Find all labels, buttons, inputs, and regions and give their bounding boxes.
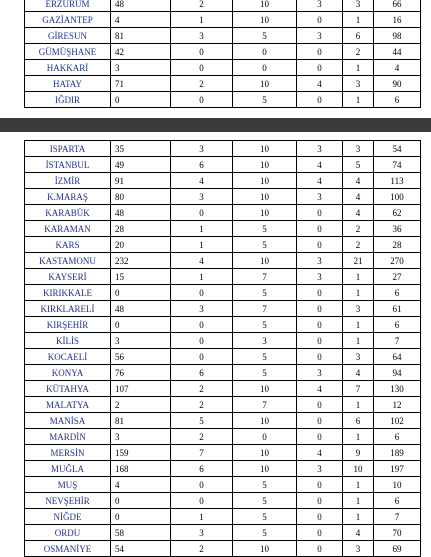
province-name-cell: MUŞ	[25, 477, 111, 493]
value-cell: 0	[297, 413, 343, 429]
province-name-cell: KIRKLARELİ	[25, 301, 111, 317]
value-cell: 2	[171, 541, 233, 557]
value-cell: 6	[171, 461, 233, 477]
value-cell: 5	[233, 237, 297, 253]
value-cell: 0	[297, 333, 343, 349]
value-cell: 1	[171, 269, 233, 285]
value-cell: 1	[343, 477, 374, 493]
value-cell: 107	[111, 381, 171, 397]
value-cell: 1	[171, 237, 233, 253]
value-cell: 94	[374, 365, 421, 381]
value-cell: 5	[233, 221, 297, 237]
value-cell: 98	[374, 28, 421, 44]
value-cell: 7	[233, 269, 297, 285]
value-cell: 2	[343, 44, 374, 60]
value-cell: 16	[374, 12, 421, 28]
table-row	[25, 477, 421, 493]
value-cell: 6	[374, 317, 421, 333]
value-cell: 1	[343, 269, 374, 285]
province-name-cell: GAZİANTEP	[25, 12, 111, 28]
value-cell: 0	[297, 349, 343, 365]
value-cell: 6	[374, 429, 421, 445]
value-cell: 102	[374, 413, 421, 429]
table-row	[25, 317, 421, 333]
province-name-cell: KARS	[25, 237, 111, 253]
table-row	[25, 365, 421, 381]
table-row	[25, 429, 421, 445]
value-cell: 4	[111, 12, 171, 28]
value-cell: 232	[111, 253, 171, 269]
value-cell: 0	[297, 477, 343, 493]
province-name-cell: HAKKARİ	[25, 60, 111, 76]
province-name-cell: GÜMÜŞHANE	[25, 44, 111, 60]
province-name-cell: MALATYA	[25, 397, 111, 413]
page-separator	[0, 118, 431, 132]
table-row	[25, 413, 421, 429]
value-cell: 1	[343, 397, 374, 413]
value-cell: 5	[233, 509, 297, 525]
value-cell: 21	[343, 253, 374, 269]
value-cell: 91	[111, 173, 171, 189]
value-cell: 2	[171, 0, 233, 12]
province-name-cell: ISPARTA	[25, 141, 111, 157]
table-row	[25, 333, 421, 349]
province-name-cell: MERSİN	[25, 445, 111, 461]
value-cell: 3	[343, 349, 374, 365]
value-cell: 6	[343, 28, 374, 44]
value-cell: 5	[233, 349, 297, 365]
value-cell: 100	[374, 189, 421, 205]
table-row	[25, 237, 421, 253]
value-cell: 10	[233, 12, 297, 28]
value-cell: 3	[171, 525, 233, 541]
value-cell: 69	[374, 541, 421, 557]
value-cell: 81	[111, 28, 171, 44]
value-cell: 3	[297, 28, 343, 44]
value-cell: 4	[374, 60, 421, 76]
value-cell: 4	[343, 525, 374, 541]
value-cell: 6	[374, 493, 421, 509]
table-row	[25, 28, 421, 44]
value-cell: 3	[297, 0, 343, 12]
value-cell: 54	[111, 541, 171, 557]
value-cell: 5	[233, 477, 297, 493]
value-cell: 4	[297, 445, 343, 461]
value-cell: 10	[374, 477, 421, 493]
value-cell: 3	[171, 141, 233, 157]
value-cell: 4	[297, 76, 343, 92]
value-cell: 0	[297, 301, 343, 317]
province-table-top	[24, 0, 421, 108]
province-name-cell: NİĞDE	[25, 509, 111, 525]
value-cell: 10	[233, 157, 297, 173]
value-cell: 6	[374, 285, 421, 301]
value-cell: 1	[171, 509, 233, 525]
table-row	[25, 92, 421, 108]
value-cell: 6	[343, 413, 374, 429]
value-cell: 3	[297, 461, 343, 477]
table-row	[25, 157, 421, 173]
province-name-cell: İSTANBUL	[25, 157, 111, 173]
table-row	[25, 301, 421, 317]
value-cell: 28	[374, 237, 421, 253]
value-cell: 10	[233, 76, 297, 92]
value-cell: 0	[233, 44, 297, 60]
value-cell: 62	[374, 205, 421, 221]
value-cell: 27	[374, 269, 421, 285]
value-cell: 10	[233, 189, 297, 205]
value-cell: 10	[233, 173, 297, 189]
value-cell: 7	[171, 445, 233, 461]
value-cell: 48	[111, 0, 171, 12]
value-cell: 0	[171, 205, 233, 221]
province-name-cell: ORDU	[25, 525, 111, 541]
value-cell: 0	[297, 12, 343, 28]
value-cell: 5	[233, 317, 297, 333]
province-name-cell: NEVŞEHİR	[25, 493, 111, 509]
value-cell: 0	[297, 429, 343, 445]
value-cell: 0	[297, 205, 343, 221]
value-cell: 3	[233, 333, 297, 349]
province-name-cell: KONYA	[25, 365, 111, 381]
value-cell: 0	[111, 317, 171, 333]
table-row	[25, 189, 421, 205]
value-cell: 1	[343, 12, 374, 28]
value-cell: 0	[297, 397, 343, 413]
province-name-cell: ERZURUM	[25, 0, 111, 12]
value-cell: 76	[111, 365, 171, 381]
value-cell: 3	[343, 0, 374, 12]
province-name-cell: IĞDIR	[25, 92, 111, 108]
value-cell: 0	[297, 525, 343, 541]
province-name-cell: K.MARAŞ	[25, 189, 111, 205]
province-name-cell: KASTAMONU	[25, 253, 111, 269]
value-cell: 3	[297, 189, 343, 205]
value-cell: 7	[343, 381, 374, 397]
province-name-cell: KOCAELİ	[25, 349, 111, 365]
value-cell: 4	[343, 189, 374, 205]
value-cell: 35	[111, 141, 171, 157]
value-cell: 0	[171, 477, 233, 493]
value-cell: 2	[111, 397, 171, 413]
value-cell: 0	[171, 317, 233, 333]
value-cell: 10	[233, 141, 297, 157]
province-name-cell: KARAMAN	[25, 221, 111, 237]
value-cell: 10	[233, 461, 297, 477]
value-cell: 0	[297, 44, 343, 60]
value-cell: 7	[233, 397, 297, 413]
province-name-cell: HATAY	[25, 76, 111, 92]
value-cell: 4	[297, 173, 343, 189]
value-cell: 3	[111, 429, 171, 445]
value-cell: 0	[297, 509, 343, 525]
table-row	[25, 253, 421, 269]
value-cell: 48	[111, 205, 171, 221]
table-row	[25, 461, 421, 477]
value-cell: 42	[111, 44, 171, 60]
value-cell: 5	[233, 285, 297, 301]
value-cell: 3	[343, 301, 374, 317]
value-cell: 0	[233, 429, 297, 445]
value-cell: 48	[111, 301, 171, 317]
province-name-cell: KARABÜK	[25, 205, 111, 221]
value-cell: 0	[171, 44, 233, 60]
value-cell: 1	[343, 429, 374, 445]
value-cell: 58	[111, 525, 171, 541]
value-cell: 90	[374, 76, 421, 92]
value-cell: 70	[374, 525, 421, 541]
value-cell: 0	[297, 541, 343, 557]
province-name-cell: KIRŞEHİR	[25, 317, 111, 333]
value-cell: 4	[171, 173, 233, 189]
value-cell: 159	[111, 445, 171, 461]
value-cell: 0	[111, 285, 171, 301]
province-name-cell: KÜTAHYA	[25, 381, 111, 397]
value-cell: 5	[233, 92, 297, 108]
value-cell: 3	[297, 141, 343, 157]
table-row	[25, 221, 421, 237]
value-cell: 113	[374, 173, 421, 189]
value-cell: 12	[374, 397, 421, 413]
value-cell: 0	[171, 349, 233, 365]
value-cell: 9	[343, 445, 374, 461]
value-cell: 5	[233, 28, 297, 44]
value-cell: 20	[111, 237, 171, 253]
value-cell: 10	[233, 205, 297, 221]
value-cell: 1	[343, 92, 374, 108]
value-cell: 2	[343, 237, 374, 253]
value-cell: 0	[297, 92, 343, 108]
value-cell: 4	[343, 365, 374, 381]
province-name-cell: İZMİR	[25, 173, 111, 189]
value-cell: 10	[233, 413, 297, 429]
value-cell: 10	[233, 381, 297, 397]
province-name-cell: OSMANİYE	[25, 541, 111, 557]
value-cell: 0	[297, 221, 343, 237]
value-cell: 5	[343, 157, 374, 173]
table-row	[25, 381, 421, 397]
table-row	[25, 173, 421, 189]
value-cell: 3	[111, 60, 171, 76]
value-cell: 2	[171, 381, 233, 397]
value-cell: 4	[111, 477, 171, 493]
value-cell: 4	[297, 157, 343, 173]
value-cell: 3	[297, 269, 343, 285]
table-row	[25, 541, 421, 557]
value-cell: 4	[343, 205, 374, 221]
value-cell: 3	[171, 28, 233, 44]
table-row	[25, 525, 421, 541]
value-cell: 2	[171, 429, 233, 445]
table-row	[25, 205, 421, 221]
value-cell: 71	[111, 76, 171, 92]
value-cell: 10	[233, 445, 297, 461]
table-row	[25, 60, 421, 76]
value-cell: 1	[171, 12, 233, 28]
value-cell: 3	[171, 189, 233, 205]
value-cell: 4	[343, 173, 374, 189]
value-cell: 49	[111, 157, 171, 173]
table-row	[25, 12, 421, 28]
table-row	[25, 141, 421, 157]
value-cell: 3	[343, 76, 374, 92]
value-cell: 0	[297, 493, 343, 509]
table-row	[25, 397, 421, 413]
value-cell: 0	[297, 237, 343, 253]
value-cell: 10	[233, 541, 297, 557]
value-cell: 6	[374, 92, 421, 108]
value-cell: 36	[374, 221, 421, 237]
value-cell: 3	[343, 141, 374, 157]
table-row	[25, 349, 421, 365]
value-cell: 6	[171, 157, 233, 173]
province-table-bottom	[24, 140, 421, 557]
value-cell: 28	[111, 221, 171, 237]
province-name-cell: MARDİN	[25, 429, 111, 445]
table-row	[25, 285, 421, 301]
value-cell: 189	[374, 445, 421, 461]
value-cell: 61	[374, 301, 421, 317]
value-cell: 81	[111, 413, 171, 429]
value-cell: 10	[233, 0, 297, 12]
value-cell: 270	[374, 253, 421, 269]
value-cell: 2	[171, 76, 233, 92]
value-cell: 1	[171, 221, 233, 237]
value-cell: 2	[343, 221, 374, 237]
province-name-cell: KIRIKKALE	[25, 285, 111, 301]
value-cell: 7	[374, 333, 421, 349]
value-cell: 0	[297, 285, 343, 301]
value-cell: 0	[111, 92, 171, 108]
value-cell: 130	[374, 381, 421, 397]
value-cell: 6	[171, 365, 233, 381]
value-cell: 0	[171, 493, 233, 509]
province-name-cell: GİRESUN	[25, 28, 111, 44]
value-cell: 0	[297, 60, 343, 76]
table-row	[25, 509, 421, 525]
value-cell: 0	[171, 333, 233, 349]
value-cell: 3	[111, 333, 171, 349]
table-row	[25, 44, 421, 60]
table-row	[25, 445, 421, 461]
value-cell: 0	[171, 285, 233, 301]
value-cell: 0	[111, 509, 171, 525]
value-cell: 80	[111, 189, 171, 205]
value-cell: 168	[111, 461, 171, 477]
province-name-cell: KAYSERİ	[25, 269, 111, 285]
province-name-cell: MUĞLA	[25, 461, 111, 477]
value-cell: 66	[374, 0, 421, 12]
table-row	[25, 76, 421, 92]
value-cell: 54	[374, 141, 421, 157]
value-cell: 5	[171, 413, 233, 429]
value-cell: 10	[343, 461, 374, 477]
value-cell: 0	[111, 493, 171, 509]
value-cell: 5	[233, 493, 297, 509]
value-cell: 1	[343, 509, 374, 525]
value-cell: 197	[374, 461, 421, 477]
value-cell: 4	[297, 381, 343, 397]
value-cell: 15	[111, 269, 171, 285]
value-cell: 10	[233, 253, 297, 269]
value-cell: 74	[374, 157, 421, 173]
value-cell: 64	[374, 349, 421, 365]
value-cell: 7	[233, 301, 297, 317]
value-cell: 1	[343, 493, 374, 509]
value-cell: 0	[233, 60, 297, 76]
value-cell: 0	[171, 92, 233, 108]
table-row	[25, 0, 421, 12]
table-row	[25, 493, 421, 509]
value-cell: 7	[374, 509, 421, 525]
value-cell: 44	[374, 44, 421, 60]
value-cell: 3	[343, 541, 374, 557]
value-cell: 3	[297, 365, 343, 381]
value-cell: 0	[297, 317, 343, 333]
value-cell: 1	[343, 60, 374, 76]
value-cell: 3	[297, 253, 343, 269]
value-cell: 3	[171, 301, 233, 317]
value-cell: 5	[233, 525, 297, 541]
province-name-cell: MANİSA	[25, 413, 111, 429]
value-cell: 56	[111, 349, 171, 365]
value-cell: 0	[171, 60, 233, 76]
value-cell: 5	[233, 365, 297, 381]
table-row	[25, 269, 421, 285]
value-cell: 1	[343, 317, 374, 333]
value-cell: 1	[343, 285, 374, 301]
value-cell: 2	[171, 397, 233, 413]
province-name-cell: KİLİS	[25, 333, 111, 349]
value-cell: 4	[171, 253, 233, 269]
value-cell: 1	[343, 333, 374, 349]
